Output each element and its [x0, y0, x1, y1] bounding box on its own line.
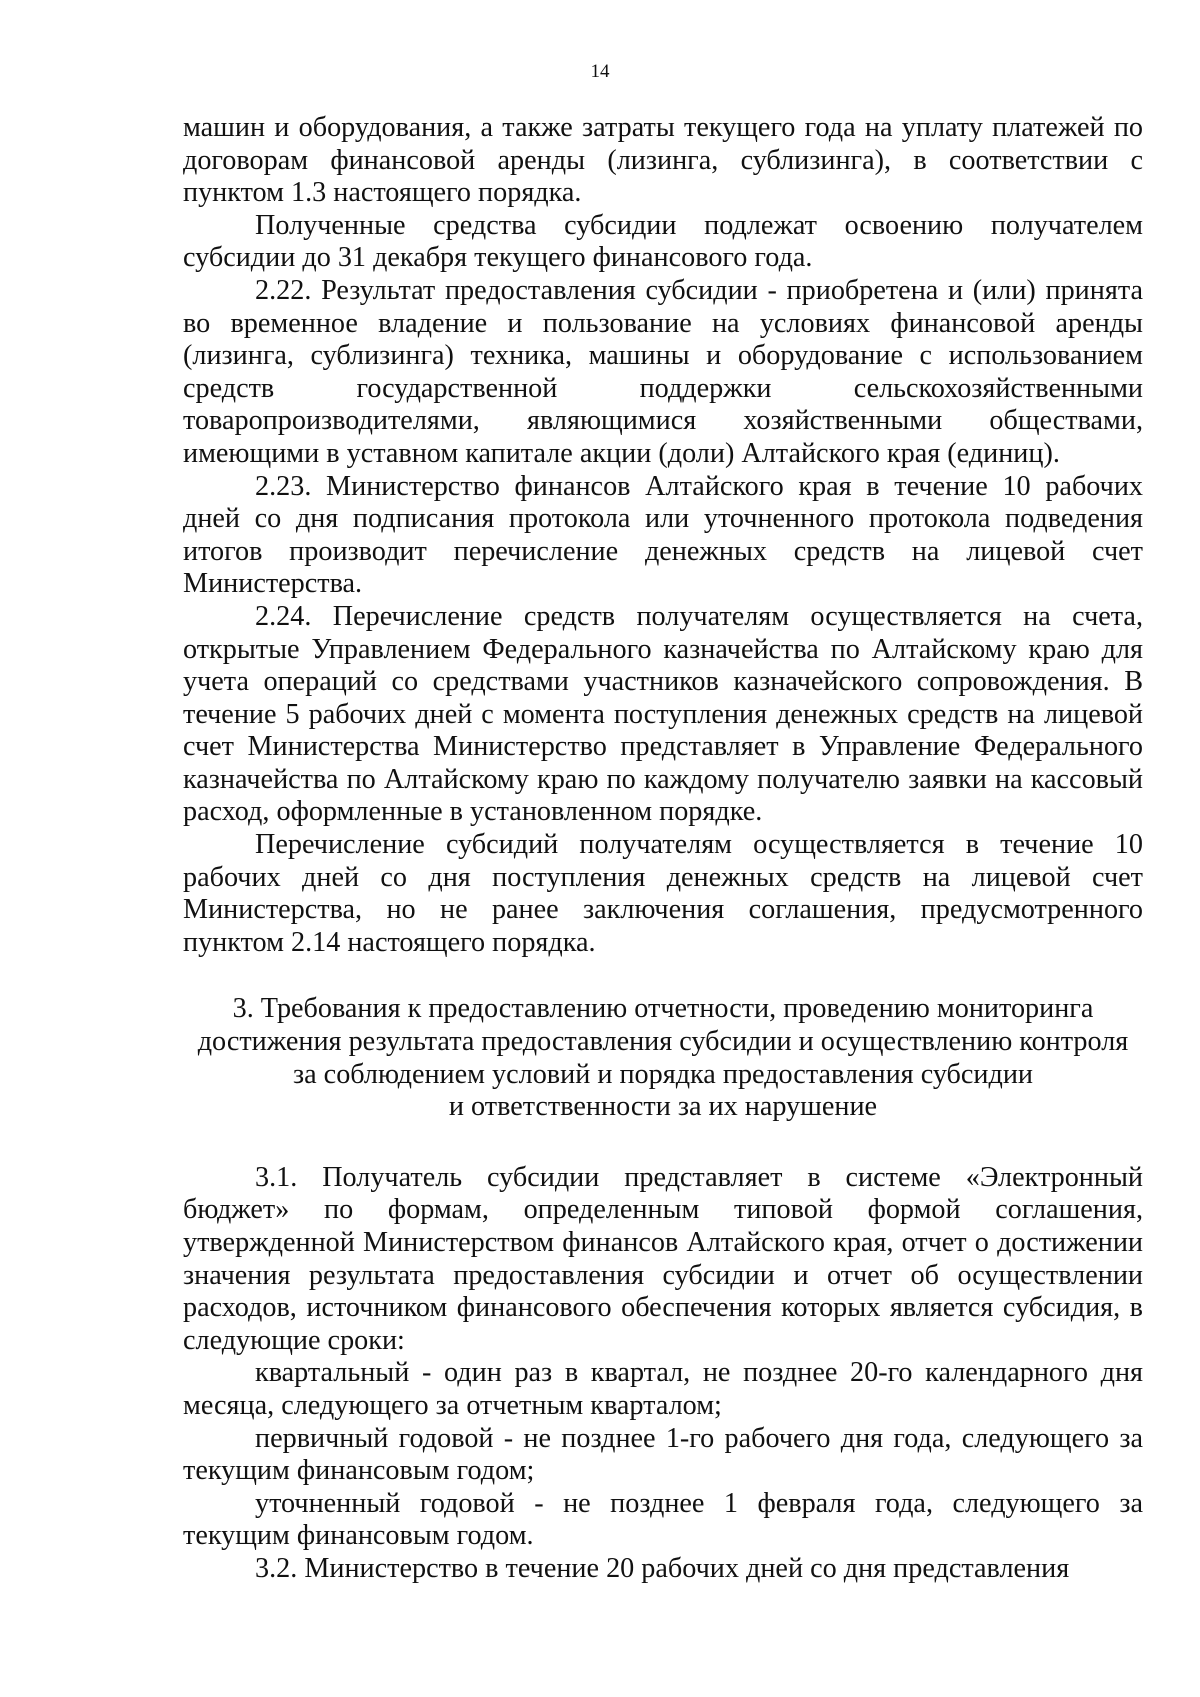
paragraph: Перечисление субсидий получателям осуществляется в течение 10 рабочих дней со дня поступления денежных средств на лицевой счет Министерства, но не ранее заключения соглашения, предусмотренного пунктом 2.14 настоящего порядка.	[183, 829, 1143, 958]
paragraph-2-23: 2.23. Министерство финансов Алтайского края в течение 10 рабочих дней со дня подписания протокола или уточненного протокола подведения итогов производит перечисление денежных средств на лицевой счет Министерства.	[183, 470, 1143, 600]
list-item-quarterly: квартальный - один раз в квартал, не позднее 20-го календарного дня месяца, следующего за отчетным кварталом;	[183, 1357, 1143, 1421]
document-body	[183, 112, 1143, 1586]
paragraph-3-1: 3.1. Получатель субсидии представляет в системе «Электронный бюджет» по формам, определенным типовой формой соглашения, утвержденной Министерством финансов Алтайского края, отчет о достижении значения результата предоставления субсидии и отчет об осуществлении расходов, источником финансового обеспечения которых является субсидия, в следующие сроки:	[183, 1161, 1143, 1356]
paragraph-3-2: 3.2. Министерство в течение 20 рабочих дней со дня представления	[255, 1552, 1070, 1584]
paragraph: Полученные средства субсидии подлежат освоению получателем субсидии до 31 декабря текущего финансового года.	[183, 209, 1143, 274]
paragraph-2-24: 2.24. Перечисление средств получателям осуществляется на счета, открытые Управлением Федерального казначейства по Алтайскому краю для учета операций со средствами участников казначейского сопровождения. В течение 5 рабочих дней с момента поступления денежных средств на лицевой счет Министерства Министерство представляет в Управление Федерального казначейства по Алтайскому краю по каждому получателю заявки на кассовый расход, оформленные в установленном порядке.	[183, 600, 1143, 828]
heading-line: за соблюдением условий и порядка предоставления субсидии	[292, 1058, 1034, 1090]
list-item-primary-annual: первичный годовой - не позднее 1-го рабочего дня года, следующего за текущим финансовым годом;	[183, 1422, 1143, 1487]
heading-line: 3. Требования к предоставлению отчетности, проведению мониторинга	[232, 993, 1094, 1025]
section-3-heading	[183, 993, 1143, 1123]
paragraph-continuation: машин и оборудования, а также затраты текущего года на уплату платежей по договорам финансовой аренды (лизинга, сублизинга), в соответствии с пунктом 1.3 настоящего порядка.	[183, 112, 1143, 209]
page-number: 14	[590, 61, 610, 82]
heading-line: и ответственности за их нарушение	[448, 1091, 878, 1123]
heading-line: достижения результата предоставления субсидии и осуществлению контроля	[197, 1026, 1129, 1058]
list-item-refined-annual: уточненный годовой - не позднее 1 февраля года, следующего за текущим финансовым годом.	[183, 1487, 1143, 1552]
paragraph-2-22: 2.22. Результат предоставления субсидии - приобретена и (или) принята во временное владение и пользование на условиях финансовой аренды (лизинга, сублизинга) техника, машины и оборудование с использованием средств государственной поддержки сельскохозяйственными товаропроизводителями, являющимися хозяйственными обществами, имеющими в уставном капитале акции (доли) Алтайского края (единиц).	[183, 274, 1143, 469]
